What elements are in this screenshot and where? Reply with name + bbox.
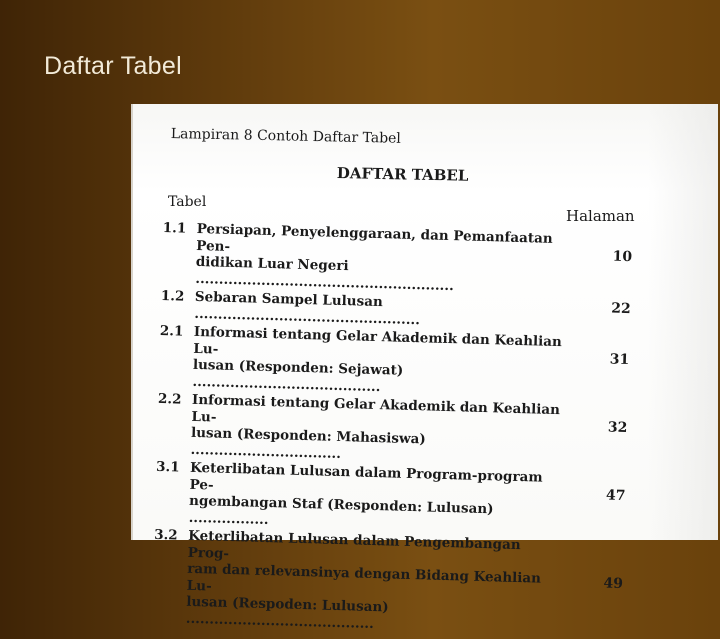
column-header-halaman: Halaman bbox=[566, 207, 635, 225]
table-entry bbox=[152, 527, 625, 639]
entry-line: Keterlibatan Lulusan dalam Program-program Pe- bbox=[189, 459, 543, 494]
entry-page: 49 bbox=[603, 575, 624, 592]
document-heading: DAFTAR TABEL bbox=[336, 164, 469, 185]
table-entry bbox=[158, 323, 630, 402]
entry-line: lusan (Respoden: Lulusan) ........................................ bbox=[185, 593, 389, 632]
entry-number: 1.1 bbox=[162, 220, 187, 237]
table-entry bbox=[156, 391, 628, 470]
entry-line: Informasi tentang Gelar Akademik dan Keahlian Lu- bbox=[193, 323, 563, 358]
slide-title: Daftar Tabel bbox=[44, 52, 182, 80]
page-edge-shadow bbox=[648, 104, 718, 540]
entry-page: 22 bbox=[610, 300, 631, 318]
entry-title bbox=[188, 460, 568, 537]
entry-number: 3.1 bbox=[155, 458, 180, 476]
entry-number: 2.1 bbox=[159, 322, 184, 340]
table-list bbox=[152, 220, 633, 639]
entry-line: Keterlibatan Lulusan dalam Pengembangan Prog- bbox=[187, 527, 521, 562]
entry-line: didikan Luar Negeri ....................................................... bbox=[195, 253, 455, 294]
scanned-page-image bbox=[131, 104, 718, 632]
entry-line: ram dan relevansinya dengan Bidang Keahlian Lu- bbox=[186, 560, 542, 594]
entry-page: 32 bbox=[607, 419, 628, 437]
entry-number: 1.2 bbox=[160, 287, 185, 305]
entry-page: 31 bbox=[609, 351, 630, 369]
entry-page: 10 bbox=[612, 248, 633, 266]
table-entry bbox=[161, 220, 633, 299]
appendix-caption: Lampiran 8 Contoh Daftar Tabel bbox=[170, 126, 402, 147]
table-entry bbox=[154, 459, 626, 538]
entry-line: Persiapan, Penyelenggaraan, dan Pemanfaatan Pen- bbox=[196, 220, 553, 255]
column-header-tabel: Tabel bbox=[168, 194, 207, 210]
entry-title bbox=[190, 392, 570, 469]
entry-line: lusan (Responden: Sejawat) ........................................ bbox=[192, 356, 404, 395]
entry-title bbox=[195, 221, 575, 298]
entry-line: lusan (Responden: Mahasiswa) ................................ bbox=[190, 424, 426, 462]
entry-line: Informasi tentang Gelar Akademik dan Keahlian Lu- bbox=[191, 391, 561, 426]
entry-page: 47 bbox=[605, 487, 626, 505]
entry-title bbox=[186, 528, 567, 638]
entry-line: Sebaran Sampel Lulusan ................................................ bbox=[194, 288, 421, 328]
entry-number: 3.2 bbox=[153, 526, 178, 544]
entry-number: 2.2 bbox=[157, 390, 182, 408]
entry-line: ngembangan Staf (Responden: Lulusan) ................. bbox=[188, 492, 494, 528]
entry-title bbox=[192, 324, 572, 401]
